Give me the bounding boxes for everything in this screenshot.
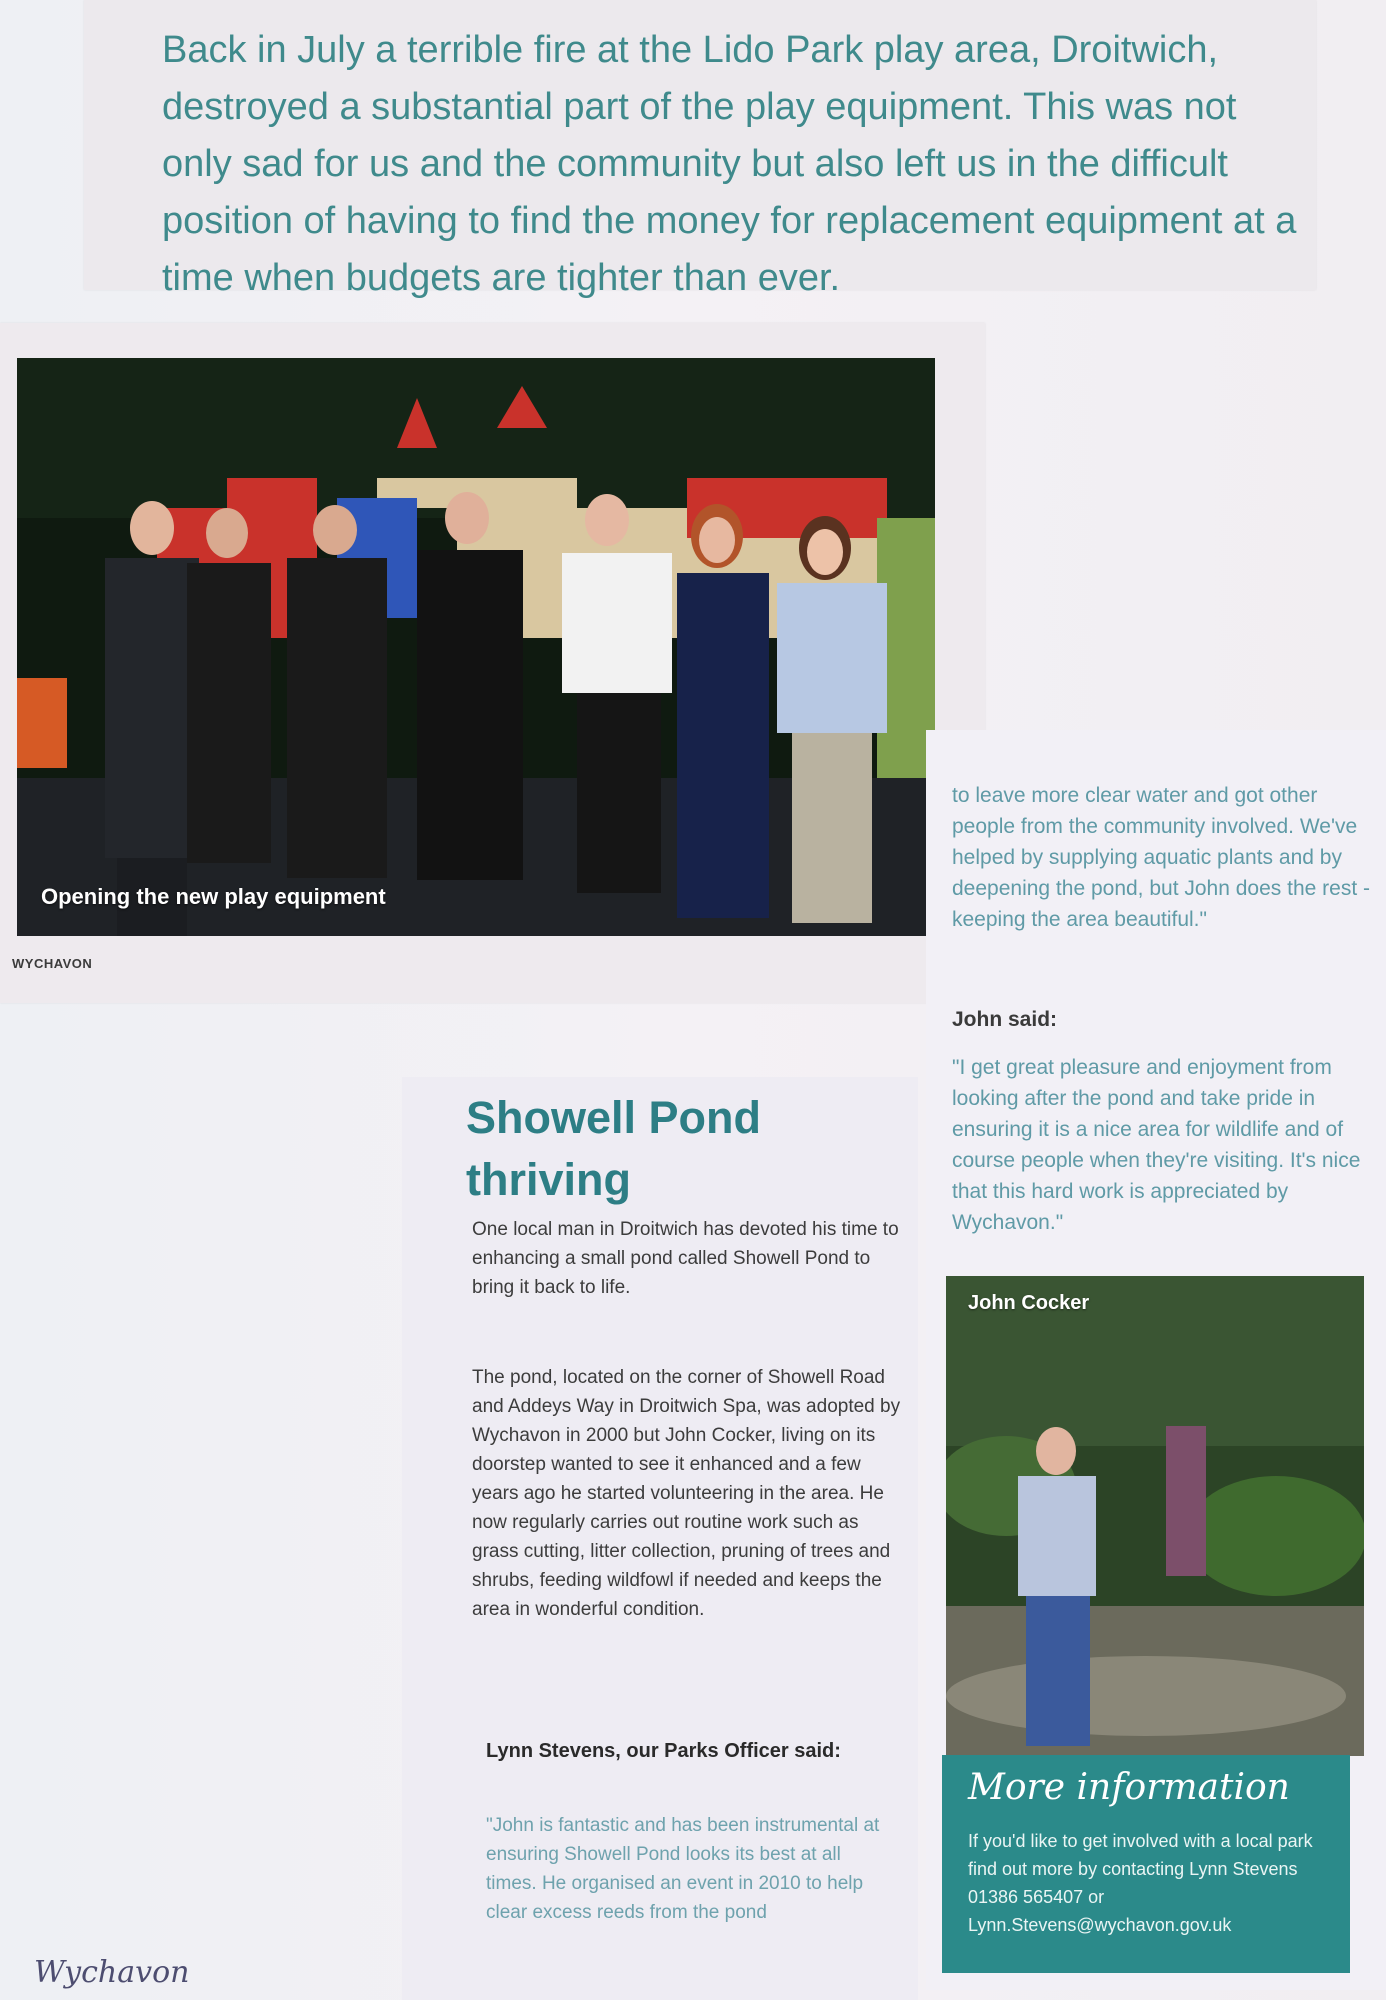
more-information-text: If you'd like to get involved with a local park find out more by contacting Lynn Stevens 01386 565407 or Lynn.Stevens@wychavon.gov.uk	[968, 1831, 1313, 1935]
continued-quote: to leave more clear water and got other people from the community involved. We've helped by supplying aquatic plants and by deepening the pond, but John does the rest - keeping the area beautiful."	[952, 784, 1370, 931]
john-quote: "I get great pleasure and enjoyment from looking after the pond and take pride in ensuring it is a nice area for wildlife and of course people when they're visiting. It's nice that this hard work is appreciated by Wychavon."	[952, 1056, 1361, 1234]
article-paragraph-1: One local man in Droitwich has devoted his time to enhancing a small pond called Showell Pond to bring it back to life.	[472, 1219, 899, 1298]
article-clipping	[402, 1077, 918, 2000]
more-information-box	[942, 1755, 1350, 1973]
more-information-title: More information	[968, 1767, 1290, 1808]
photo-clipping	[0, 323, 985, 1003]
john-said-heading: John said:	[952, 1008, 1058, 1031]
intro-paragraph: Back in July a terrible fire at the Lido Park play area, Droitwich, destroyed a substantial part of the play equipment. This was not only sad for us and the community but also left us in the difficult position of having to find the money for replacement equipment at a time when budgets are tighter than ever.	[162, 29, 1297, 299]
photo-caption: Opening the new play equipment	[41, 884, 386, 909]
right-column-clipping	[926, 730, 1386, 1990]
lynn-stevens-quote: "John is fantastic and has been instrumental at ensuring Showell Pond looks its best at all times. He organised an event in 2010 to help clear excess reeds from the pond	[486, 1815, 880, 1923]
john-cocker-photo	[946, 1276, 1364, 1756]
article-paragraph-2: The pond, located on the corner of Showell Road and Addeys Way in Droitwich Spa, was adopted by Wychavon in 2000 but John Cocker, living on its doorstep wanted to see it enhanced and a few years ago he started volunteering in the area. He now regularly carries out routine work such as grass cutting, litter collection, pruning of trees and shrubs, feeding wildfowl if needed and keeps the area in wonderful condition.	[472, 1367, 901, 1620]
article-title: Showell Pond thriving	[466, 1092, 762, 1205]
handwritten-note: Wychavon	[34, 1955, 190, 1990]
portrait-caption: John Cocker	[968, 1292, 1090, 1314]
lynn-stevens-subhead: Lynn Stevens, our Parks Officer said:	[486, 1740, 841, 1762]
play-equipment-photo	[17, 358, 935, 936]
wychavon-brand-label: WYCHAVON	[12, 956, 93, 971]
intro-clipping	[84, 0, 1316, 299]
